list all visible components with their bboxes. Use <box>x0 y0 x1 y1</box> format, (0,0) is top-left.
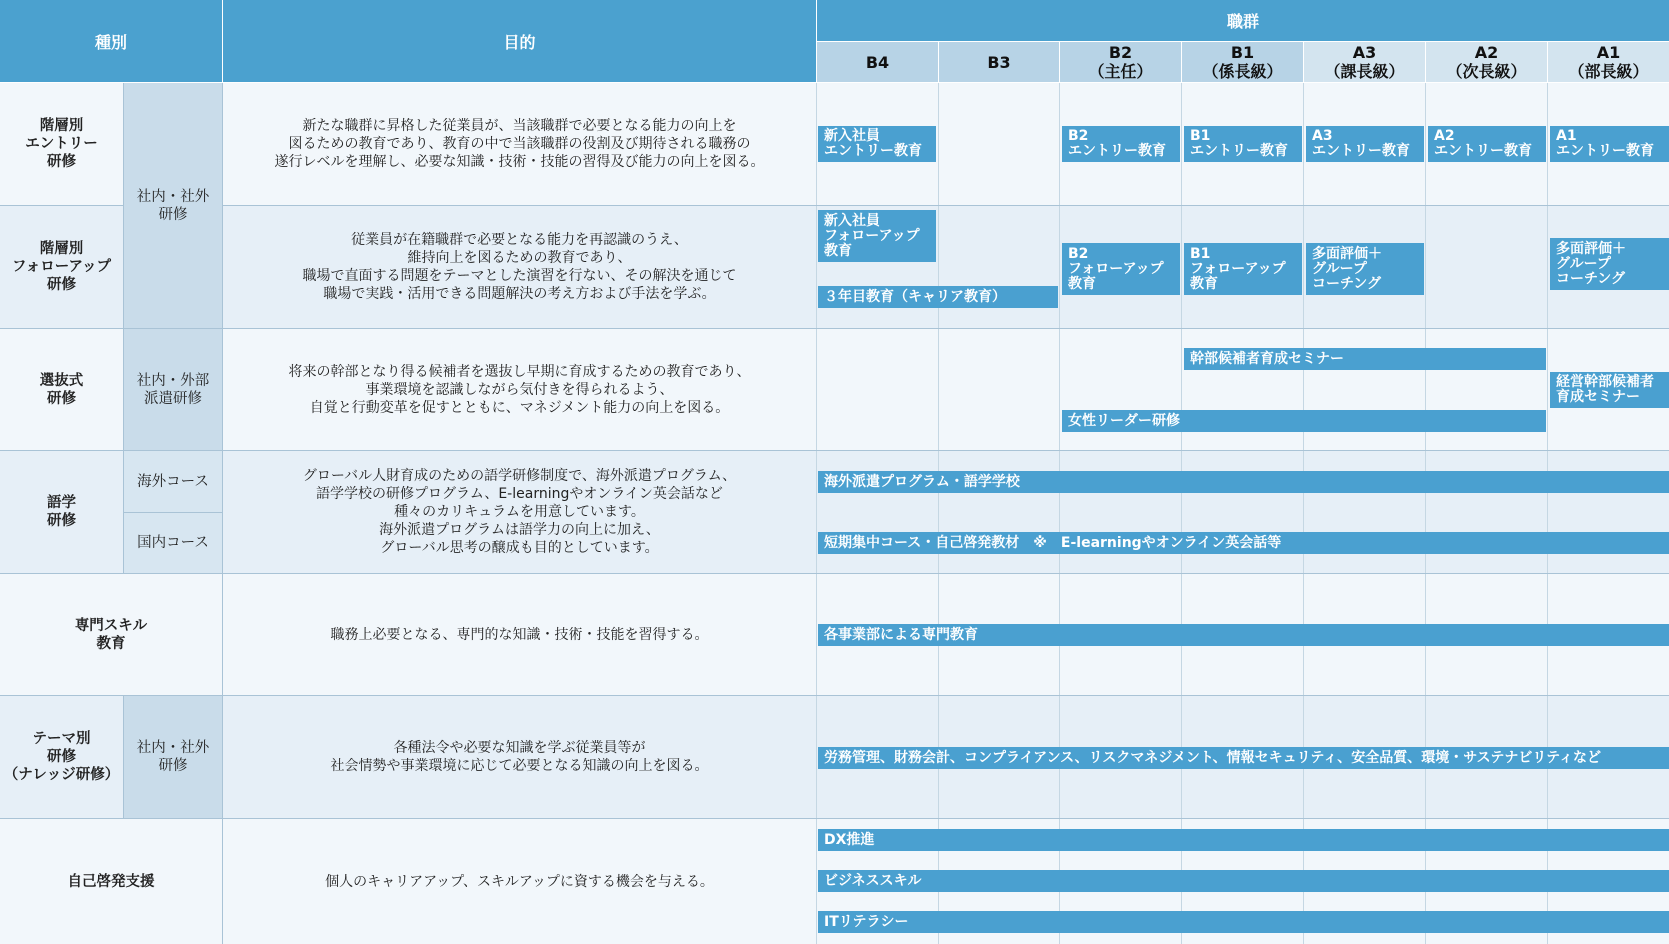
grade-b2: B2 （主任） <box>1060 42 1181 82</box>
grade-b3: B3 <box>939 42 1059 82</box>
bar-follow-3rd-year: ３年目教育（キャリア教育） <box>818 286 1058 308</box>
bar-specialist: 各事業部による専門教育 <box>818 624 1669 646</box>
purpose-language: グローバル人財育成のための語学研修制度で、海外派遣プログラム、 語学学校の研修プログラム、E-learningやオンライン英会話など 種々のカリキュラムを用意しています。 海外派遣プログラムは語学力の向上に加え、 グローバル思考の醸成も目的としています。 <box>302 468 737 556</box>
sub-theme: 社内・社外 研修 <box>124 696 222 818</box>
type-header: 種別 <box>0 0 222 82</box>
header-divider <box>1547 42 1548 83</box>
grid-vline <box>1425 83 1426 944</box>
bar-language-domestic: 短期集中コース・自己啓発教材 ※ E-learningやオンライン英会話等 <box>818 532 1669 554</box>
purpose-specialist: 職務上必要となる、専門的な知識・技術・技能を習得する。 <box>330 626 709 643</box>
header-divider <box>1425 42 1426 83</box>
bar-self-business: ビジネススキル <box>818 870 1669 892</box>
bar-top-executive-seminar: 経営幹部候補者 育成セミナー <box>1550 372 1669 408</box>
bar-entry-b1: B1 エントリー教育 <box>1184 126 1302 162</box>
bar-follow-b2: B2 フォローアップ 教育 <box>1062 243 1180 295</box>
bar-entry-a1: A1 エントリー教育 <box>1550 126 1669 162</box>
type-language: 語学 研修 <box>47 495 76 529</box>
grade-b4: B4 <box>817 42 938 82</box>
grid-vline <box>1303 83 1304 944</box>
grid-vline <box>1547 83 1548 944</box>
grid-vline <box>123 695 124 818</box>
grid-hline <box>124 512 222 513</box>
bar-follow-b4: 新入社員 フォローアップ 教育 <box>818 210 936 262</box>
grid-vline <box>1059 83 1060 944</box>
type-selection: 選抜式 研修 <box>39 372 84 407</box>
bar-theme: 労務管理、財務会計、コンプライアンス、リスクマネジメント、情報セキュリティ、安全品質、環境・サステナビリティなど <box>818 747 1669 769</box>
bar-entry-b2: B2 エントリー教育 <box>1062 126 1180 162</box>
bar-follow-a1: 多面評価＋ グループ コーチング <box>1550 238 1669 290</box>
bar-executive-candidate-seminar: 幹部候補者育成セミナー <box>1184 348 1546 370</box>
sub-language-domestic: 国内コース <box>124 513 222 573</box>
bar-language-overseas: 海外派遣プログラム・語学学校 <box>818 471 1669 493</box>
type-theme: テーマ別 研修 （ナレッジ研修） <box>3 731 120 783</box>
header-divider <box>1303 42 1304 83</box>
header-divider <box>222 0 223 83</box>
bar-self-it: ITリテラシー <box>818 911 1669 933</box>
type-specialist: 専門スキル 教育 <box>74 617 148 652</box>
sub-selection: 社内・外部 派遣研修 <box>124 329 222 450</box>
purpose-header: 目的 <box>223 0 816 82</box>
grid-vline <box>938 83 939 944</box>
grid-vline <box>123 83 124 450</box>
header-divider <box>1181 42 1182 83</box>
grid-vline <box>1181 83 1182 944</box>
sub-hierarchy: 社内・社外 研修 <box>124 83 222 328</box>
grade-a3: A3 （課長級） <box>1304 42 1425 82</box>
grade-b1: B1 （係長級） <box>1182 42 1303 82</box>
sub-language-overseas: 海外コース <box>124 451 222 512</box>
bar-follow-a3: 多面評価＋ グループ コーチング <box>1306 243 1424 295</box>
grid-vline <box>816 83 817 944</box>
purpose-followup: 従業員が在籍職群で必要となる能力を再認識のうえ、 維持向上を図るための教育であり、 職場で直面する問題をテーマとした演習を行ない、その解決を通じて 職場で実践・活用できる問題解決の考え方および手法を学ぶ。 <box>302 232 737 302</box>
purpose-entry: 新たな職群に昇格した従業員が、当該職群で必要となる能力の向上を 図るための教育であり、教育の中で当該職群の役割及び期待される職務の 遂行レベルを理解し、必要な知識・技術・技能の習得及び能力の向上を図る。 <box>274 118 765 170</box>
header-divider <box>1059 42 1060 83</box>
bar-self-dx: DX推進 <box>818 829 1669 851</box>
type-entry: 階層別 エントリー 研修 <box>25 118 98 170</box>
job-group-header: 職群 <box>817 0 1669 41</box>
bar-entry-a2: A2 エントリー教育 <box>1428 126 1546 162</box>
type-followup: 階層別 フォローアップ 研修 <box>11 241 112 293</box>
grade-a2: A2 （次長級） <box>1426 42 1547 82</box>
purpose-selection: 将来の幹部となり得る候補者を選抜し早期に育成するための教育であり、 事業環境を認識しながら気付きを得られるよう、 自覚と行動変革を促すとともに、マネジメント能力の向上を図る。 <box>288 363 751 416</box>
purpose-theme: 各種法令や必要な知識を学ぶ従業員等が 社会情勢や事業環境に応じて必要となる知識の向上を図る。 <box>330 740 709 774</box>
bar-women-leader: 女性リーダー研修 <box>1062 410 1546 432</box>
header-divider <box>938 42 939 83</box>
bar-entry-a3: A3 エントリー教育 <box>1306 126 1424 162</box>
grade-a1: A1 （部長級） <box>1548 42 1669 82</box>
bar-entry-b4: 新入社員 エントリー教育 <box>818 126 936 162</box>
type-self: 自己啓発支援 <box>67 873 155 890</box>
purpose-self: 個人のキャリアアップ、スキルアップに資する機会を与える。 <box>325 873 714 890</box>
bar-follow-b1: B1 フォローアップ 教育 <box>1184 243 1302 295</box>
